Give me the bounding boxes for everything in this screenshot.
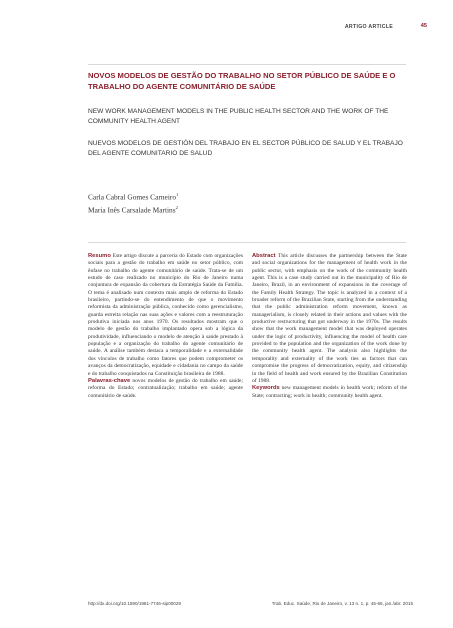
running-head: ARTIGO ARTICLE: [344, 24, 393, 30]
title-english: NEW WORK MANAGEMENT MODELS IN THE PUBLIC HEALTH SECTOR AND THE WORK OF THE COMMUNITY HEALTH AGENT: [88, 108, 389, 125]
abstract-label: Resumo: [88, 253, 111, 259]
footer-citation: Trab. Educ. Saúde, Rio de Janeiro, v. 13 n. 1, p. 45-65, jan./abr. 2015: [271, 601, 413, 606]
keywords-text: new management models in health work; reform of the State; contracting; work in health; community health agent.: [252, 385, 408, 399]
keywords-text: novos modelos de gestão do trabalho em saúde; reforma do Estado; contratualização; trabalho em saúde; agente comunitário de saúde.: [88, 377, 244, 399]
keywords-label: Keywords: [252, 385, 280, 392]
author-affiliation-mark: 1: [176, 192, 179, 197]
abstract-text: Este artigo discute a parceria do Estado com organizações sociais para a gestão do trabalho em saúde no setor público, com ênfase no trabalho do agente comunitário de saúde. Trata-se de um estudo de caso realizado no município do Rio de Janeiro numa conjuntura de expansão da cobertura da Estratégia Saúde da Família. O tema é analisado num contexto mais amplo de reforma do Estado brasileiro, partindo-se do entendimento de que o movimento reformista da administração pública, conhecido como gerencialismo, guarda estreita relação nas suas ações e valores com a reestruturação produtiva iniciada nos anos 1970. Os resultados mostram que o modelo de gestão do trabalho implantado opera sob a lógica da produtividade, influenciando o modelo de atenção à saúde prestado à população e a organização do trabalho do agente comunitário de saúde. A análise também destaca a temporalidade e a externalidade dos vínculos de trabalho como fatores que podem comprometer os avanços da democratização, equidade e cidadania no campo da saúde e do trabalho conquistados na Constituição brasileira de 1988.: [88, 253, 243, 377]
author-1: [88, 192, 178, 201]
abstract-label: Abstract: [252, 253, 276, 259]
author-name: Maria Inês Carsalade Martins: [88, 205, 176, 215]
author-affiliation-mark: 2: [175, 205, 178, 210]
abstract-english: [252, 253, 407, 400]
title-spanish: NUEVOS MODELOS DE GESTIÓN DEL TRABAJO EN EL SECTOR PÚBLICO DE SALUD Y EL TRABAJO DEL AGENTE COMUNITARIO DE SALUD: [88, 140, 403, 157]
keywords-label: Palavras-chave: [88, 377, 131, 384]
page-number: 45: [420, 23, 427, 29]
abstract-portuguese: [88, 253, 243, 400]
abstract-text: This article discusses the partnership between the State and social organizations for the management of health work in the public sector, with emphasis on the work of the community health agent. This is a case study carried out in the municipality of Rio de Janeiro, Brazil, in an environment of expansions in the coverage of the Family Health Strategy. The topic is analyzed in a context of a broader reform of the Brazilian State, starting from the understanding that the public administration reform movement, known as managerialism, is closely related in their actions and values with the productive restructuring that got underway in the 1970s. The results show that the work management model that was deployed operates under the logic of productivity, influencing the model of health care provided to the population and the organization of the work done by the community health agent. The analysis also highlights the temporality and externality of the work ties as factors that can compromise the progress of democratization, equity, and citizenship in the field of health and work ensured by the Brazilian Constitution of 1988.: [252, 253, 407, 384]
footer-doi-link[interactable]: http://dx.doi.org/10.1590/1981-7746-sip00029: [88, 601, 181, 606]
title-portuguese: NOVOS MODELOS DE GESTÃO DO TRABALHO NO SETOR PÚBLICO DE SAÚDE E O TRABALHO DO AGENTE COMUNITÁRIO DE SAÚDE: [88, 71, 396, 91]
divider: [88, 242, 406, 243]
author-name: Carla Cabral Gomes Carneiro: [88, 192, 177, 202]
divider: [88, 64, 406, 65]
author-2: [88, 205, 178, 214]
